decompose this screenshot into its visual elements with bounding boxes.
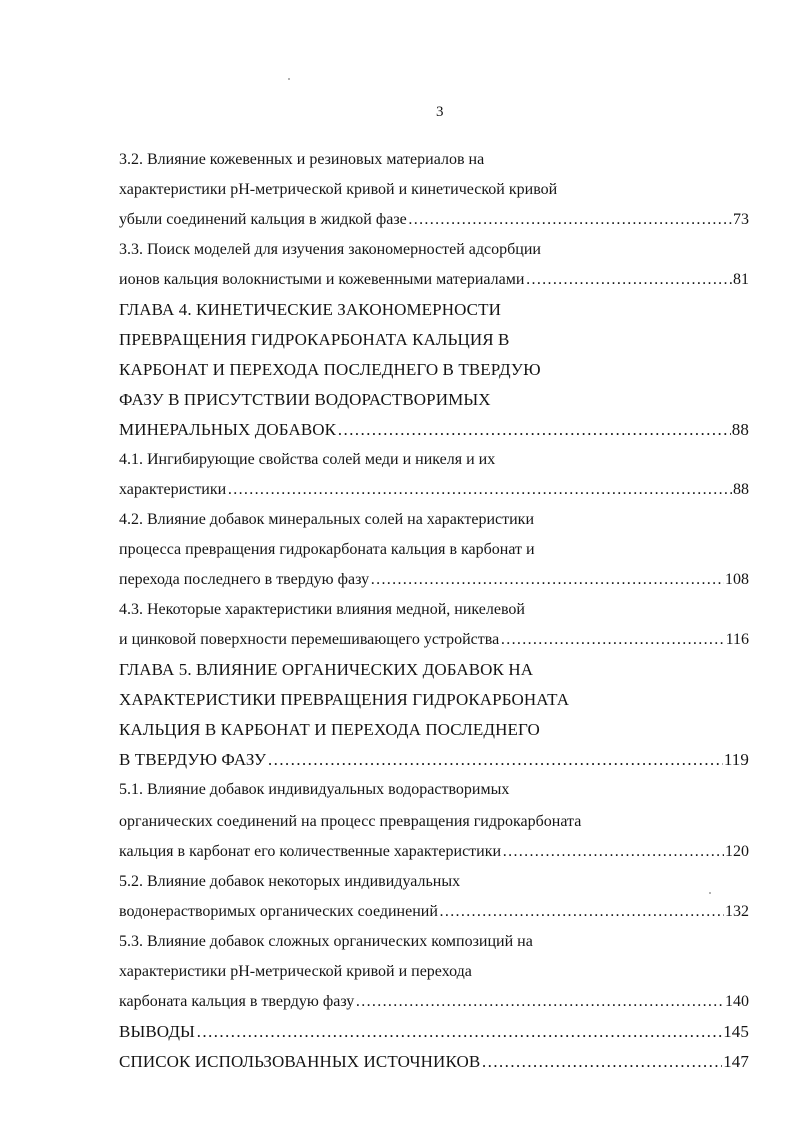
scan-speck xyxy=(709,892,711,894)
dot-leader xyxy=(525,265,732,295)
toc-entry-line: КАРБОНАТ И ПЕРЕХОДА ПОСЛЕДНЕГО В ТВЕРДУЮ xyxy=(119,360,541,379)
toc-entry-line xyxy=(119,1047,749,1077)
toc-entry-line: 4.1. Ингибирующие свойства солей меди и никеля и их xyxy=(119,451,496,468)
toc-page-number: 73 xyxy=(733,211,749,228)
toc-entry-line xyxy=(119,415,749,445)
toc-entry-line: 5.1. Влияние добавок индивидуальных водорастворимых xyxy=(119,781,510,798)
dot-leader xyxy=(408,205,732,235)
toc-entry-title: кальция в карбонат его количественные характеристики xyxy=(119,843,502,860)
toc-entry-line: 3.3. Поиск моделей для изучения закономерностей адсорбции xyxy=(119,241,541,258)
toc-entry-line: 4.2. Влияние добавок минеральных солей на характеристики xyxy=(119,511,534,528)
toc-entry-title: ионов кальция волокнистыми и кожевенными материалами xyxy=(119,271,525,288)
toc-page-number: 81 xyxy=(733,271,749,288)
toc-entry-title: карбоната кальция в твердую фазу xyxy=(119,993,355,1010)
toc-page-number: 147 xyxy=(723,1052,749,1071)
toc-page-number: 116 xyxy=(725,631,749,648)
toc-entry-line: 5.2. Влияние добавок некоторых индивидуальных xyxy=(119,873,461,890)
toc-entry-line: 5.3. Влияние добавок сложных органических композиций на xyxy=(119,933,533,950)
dot-leader xyxy=(355,987,724,1017)
toc-entry-line xyxy=(119,475,749,505)
toc-entry-line xyxy=(119,745,749,775)
toc-entry-line xyxy=(119,265,749,295)
toc-entry-line xyxy=(119,987,749,1017)
page-number: 3 xyxy=(436,104,444,120)
toc-entry-line: ПРЕВРАЩЕНИЯ ГИДРОКАРБОНАТА КАЛЬЦИЯ В xyxy=(119,330,510,349)
toc-page-number: 145 xyxy=(723,1022,749,1041)
toc-entry-line: ГЛАВА 5. ВЛИЯНИЕ ОРГАНИЧЕСКИХ ДОБАВОК НА xyxy=(119,660,534,679)
toc-entry-title: водонерастворимых органических соединений xyxy=(119,903,438,920)
toc-entry-title: ВЫВОДЫ xyxy=(119,1022,195,1041)
scan-speck xyxy=(288,78,290,80)
toc-entry-title: перехода последнего в твердую фазу xyxy=(119,571,370,588)
toc-page-number: 119 xyxy=(723,750,749,769)
dot-leader xyxy=(502,837,724,867)
dot-leader xyxy=(481,1047,722,1077)
toc-entry-title: В ТВЕРДУЮ ФАЗУ xyxy=(119,750,267,769)
toc-entry-line xyxy=(119,205,749,235)
dot-leader xyxy=(267,745,723,775)
toc-entry-title: характеристики xyxy=(119,481,227,498)
toc-entry-line: ГЛАВА 4. КИНЕТИЧЕСКИЕ ЗАКОНОМЕРНОСТИ xyxy=(119,300,501,319)
toc-entry-line: характеристики pH-метрической кривой и перехода xyxy=(119,963,472,980)
toc-page-number: 88 xyxy=(733,481,749,498)
toc-entry-line: процесса превращения гидрокарбоната кальция в карбонат и xyxy=(119,541,535,558)
toc-entry-line xyxy=(119,625,749,655)
toc-page-number: 108 xyxy=(725,571,749,588)
toc-entry-title: убыли соединений кальция в жидкой фазе xyxy=(119,211,407,228)
dot-leader xyxy=(500,625,724,655)
toc-entry-title: СПИСОК ИСПОЛЬЗОВАННЫХ ИСТОЧНИКОВ xyxy=(119,1052,481,1071)
dot-leader xyxy=(439,897,724,927)
toc-entry-line xyxy=(119,1017,749,1047)
toc-page-number: 120 xyxy=(725,843,749,860)
toc-entry-line: ФАЗУ В ПРИСУТСТВИИ ВОДОРАСТВОРИМЫХ xyxy=(119,390,491,409)
toc-page-number: 140 xyxy=(725,993,749,1010)
toc-entry-line xyxy=(119,565,749,595)
dot-leader xyxy=(337,415,731,445)
dot-leader xyxy=(227,475,732,505)
toc-entry-line xyxy=(119,837,749,867)
toc-page-number: 88 xyxy=(731,420,749,439)
toc-entry-line: КАЛЬЦИЯ В КАРБОНАТ И ПЕРЕХОДА ПОСЛЕДНЕГО xyxy=(119,720,540,739)
toc-entry-title: и цинковой поверхности перемешивающего устройства xyxy=(119,631,500,648)
toc-entry-line: 3.2. Влияние кожевенных и резиновых материалов на xyxy=(119,151,485,168)
toc-page-number: 132 xyxy=(725,903,749,920)
toc-entry-line: ХАРАКТЕРИСТИКИ ПРЕВРАЩЕНИЯ ГИДРОКАРБОНАТА xyxy=(119,690,570,709)
toc-entry-line xyxy=(119,897,749,927)
toc-entry-line: 4.3. Некоторые характеристики влияния медной, никелевой xyxy=(119,601,525,618)
toc-entry-line: органических соединений на процесс превращения гидрокарбоната xyxy=(119,813,582,830)
dot-leader xyxy=(196,1017,722,1047)
dot-leader xyxy=(370,565,724,595)
toc-entry-line: характеристики pH-метрической кривой и кинетической кривой xyxy=(119,181,558,198)
toc-entry-title: МИНЕРАЛЬНЫХ ДОБАВОК xyxy=(119,420,337,439)
